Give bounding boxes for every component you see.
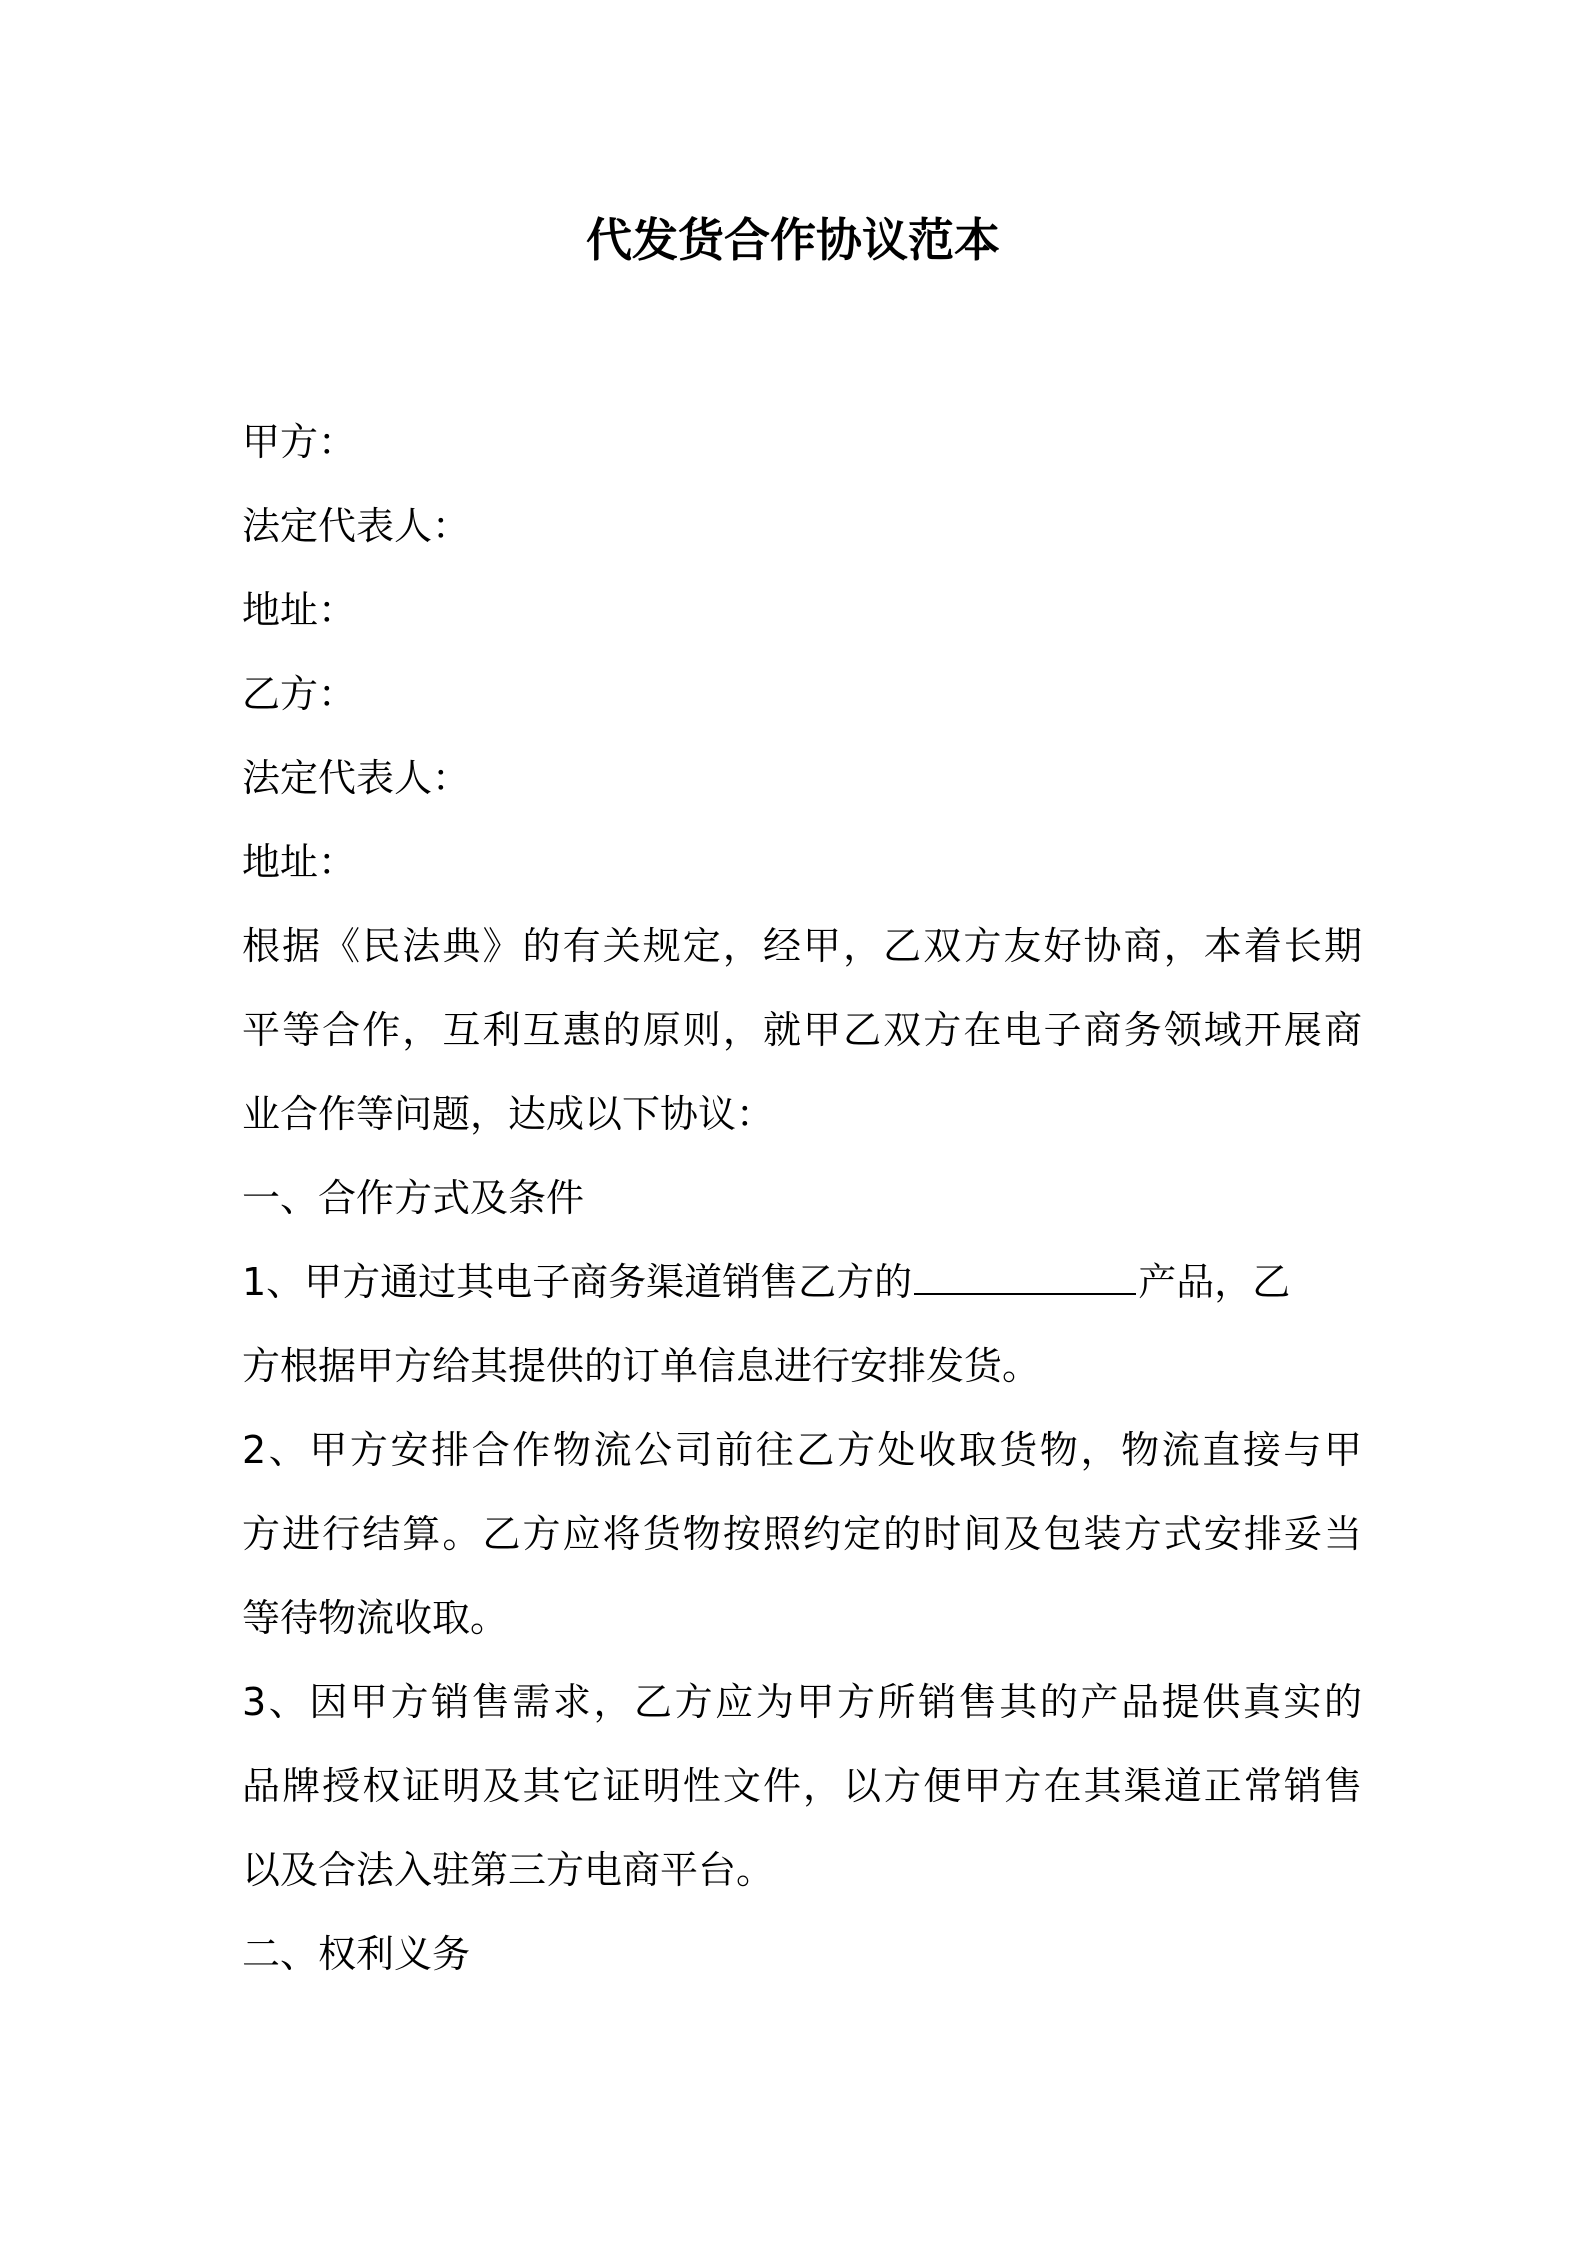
party-b-representative-field: 法定代表人： bbox=[242, 756, 471, 800]
clause-3-line: 3、因甲方销售需求，乙方应为甲方所销售其的产品提供真实的 bbox=[242, 1680, 1362, 1724]
party-b-field: 乙方： bbox=[242, 672, 357, 716]
document-body bbox=[242, 400, 1362, 1996]
party-a-address-field: 地址： bbox=[242, 588, 357, 632]
section-1-heading: 一、合作方式及条件 bbox=[242, 1176, 585, 1220]
party-b-address-field: 地址： bbox=[242, 840, 357, 884]
clause-3-line: 以及合法入驻第三方电商平台。 bbox=[242, 1848, 775, 1892]
clause-1-line bbox=[242, 1240, 1362, 1324]
preamble-line: 平等合作，互利互惠的原则，就甲乙双方在电子商务领域开展商 bbox=[242, 1008, 1362, 1052]
document-title: 代发货合作协议范本 bbox=[586, 213, 1000, 267]
clause-2-line: 等待物流收取。 bbox=[242, 1596, 509, 1640]
clause-1-text-after-blank: 产品，乙 bbox=[1138, 1260, 1291, 1304]
clause-1-line: 方根据甲方给其提供的订单信息进行安排发货。 bbox=[242, 1344, 1041, 1388]
clause-3-line: 品牌授权证明及其它证明性文件，以方便甲方在其渠道正常销售 bbox=[242, 1764, 1362, 1808]
clause-2-line: 2、甲方安排合作物流公司前往乙方处收取货物，物流直接与甲 bbox=[242, 1428, 1362, 1472]
preamble-line: 根据《民法典》的有关规定，经甲，乙双方友好协商，本着长期 bbox=[242, 924, 1362, 968]
section-2-heading: 二、权利义务 bbox=[242, 1932, 471, 1976]
product-blank bbox=[914, 1257, 1136, 1295]
clause-1-text-before-blank: 1、甲方通过其电子商务渠道销售乙方的 bbox=[242, 1260, 913, 1304]
party-a-representative-field: 法定代表人： bbox=[242, 504, 471, 548]
preamble-line: 业合作等问题，达成以下协议： bbox=[242, 1092, 775, 1136]
clause-2-line: 方进行结算。乙方应将货物按照约定的时间及包装方式安排妥当 bbox=[242, 1512, 1362, 1556]
party-a-field: 甲方： bbox=[242, 420, 357, 464]
